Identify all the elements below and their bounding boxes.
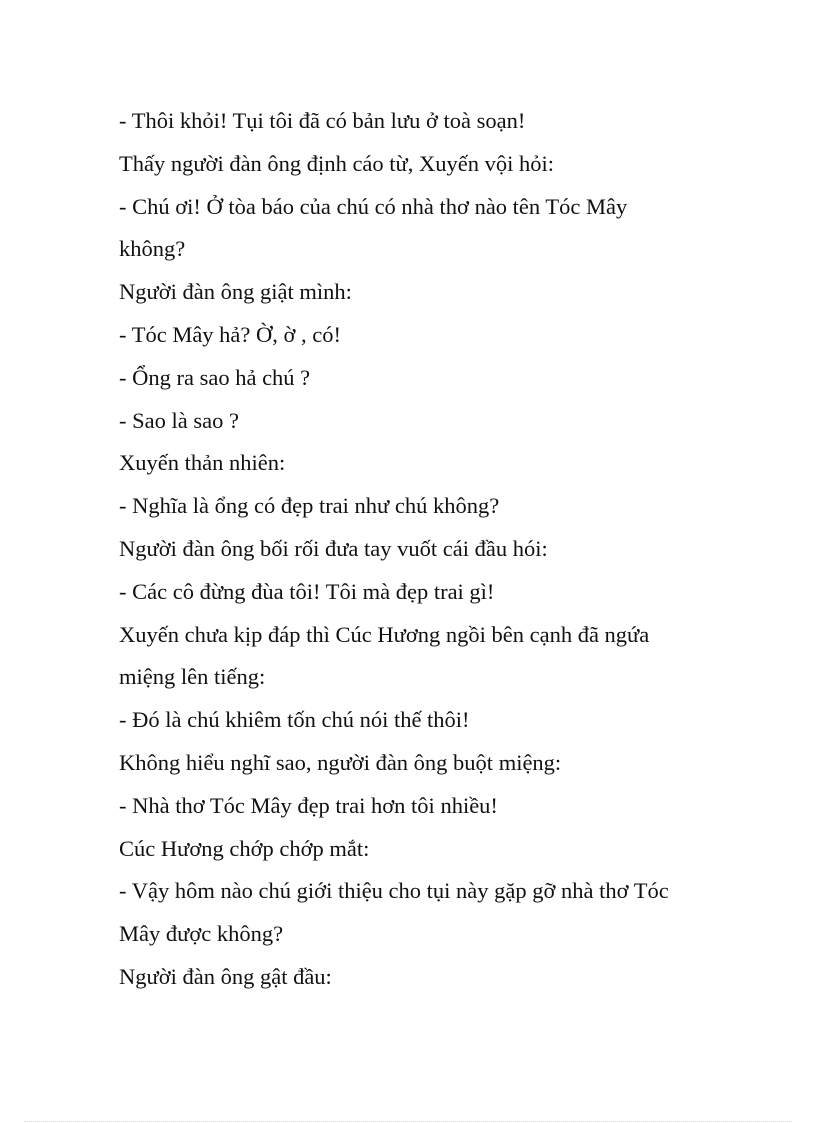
text-line: - Chú ơi! Ở tòa báo của chú có nhà thơ nào tên Tóc Mây	[119, 193, 628, 219]
text-line: - Thôi khỏi! Tụi tôi đã có bản lưu ở toà soạn!	[119, 108, 526, 133]
text-line: - Nghĩa là ổng có đẹp trai như chú không?	[119, 493, 500, 519]
text-line: - Ổng ra sao hả chú ?	[119, 364, 311, 390]
text-line: Không hiểu nghĩ sao, người đàn ông buột miệng:	[119, 749, 562, 775]
text-line: - Sao là sao ?	[119, 407, 239, 433]
text-line: Xuyến chưa kịp đáp thì Cúc Hương ngồi bên cạnh đã ngứa	[119, 621, 650, 647]
text-line: miệng lên tiếng:	[119, 664, 266, 690]
text-line: Người đàn ông giật mình:	[119, 279, 352, 305]
text-line: Xuyến thản nhiên:	[119, 450, 286, 476]
text-line: - Đó là chú khiêm tốn chú nói thế thôi!	[119, 707, 470, 733]
text-line: - Tóc Mây hả? Ờ, ờ , có!	[119, 321, 342, 347]
text-line: Mây được không?	[119, 921, 284, 947]
document-body	[119, 100, 719, 999]
text-line: Thấy người đàn ông định cáo từ, Xuyến vội hỏi:	[119, 150, 554, 176]
text-line: - Các cô đừng đùa tôi! Tôi mà đẹp trai gì!	[119, 578, 495, 604]
text-line: Người đàn ông bối rối đưa tay vuốt cái đầu hói:	[119, 535, 548, 561]
text-line: Người đàn ông gật đầu:	[119, 963, 332, 989]
page-bottom-rule	[24, 1121, 792, 1122]
text-line: không?	[119, 236, 186, 262]
text-line: - Vậy hôm nào chú giới thiệu cho tụi này gặp gỡ nhà thơ Tóc	[119, 878, 669, 904]
text-line: Cúc Hương chớp chớp mắt:	[119, 835, 370, 861]
text-line: - Nhà thơ Tóc Mây đẹp trai hơn tôi nhiều!	[119, 792, 498, 818]
